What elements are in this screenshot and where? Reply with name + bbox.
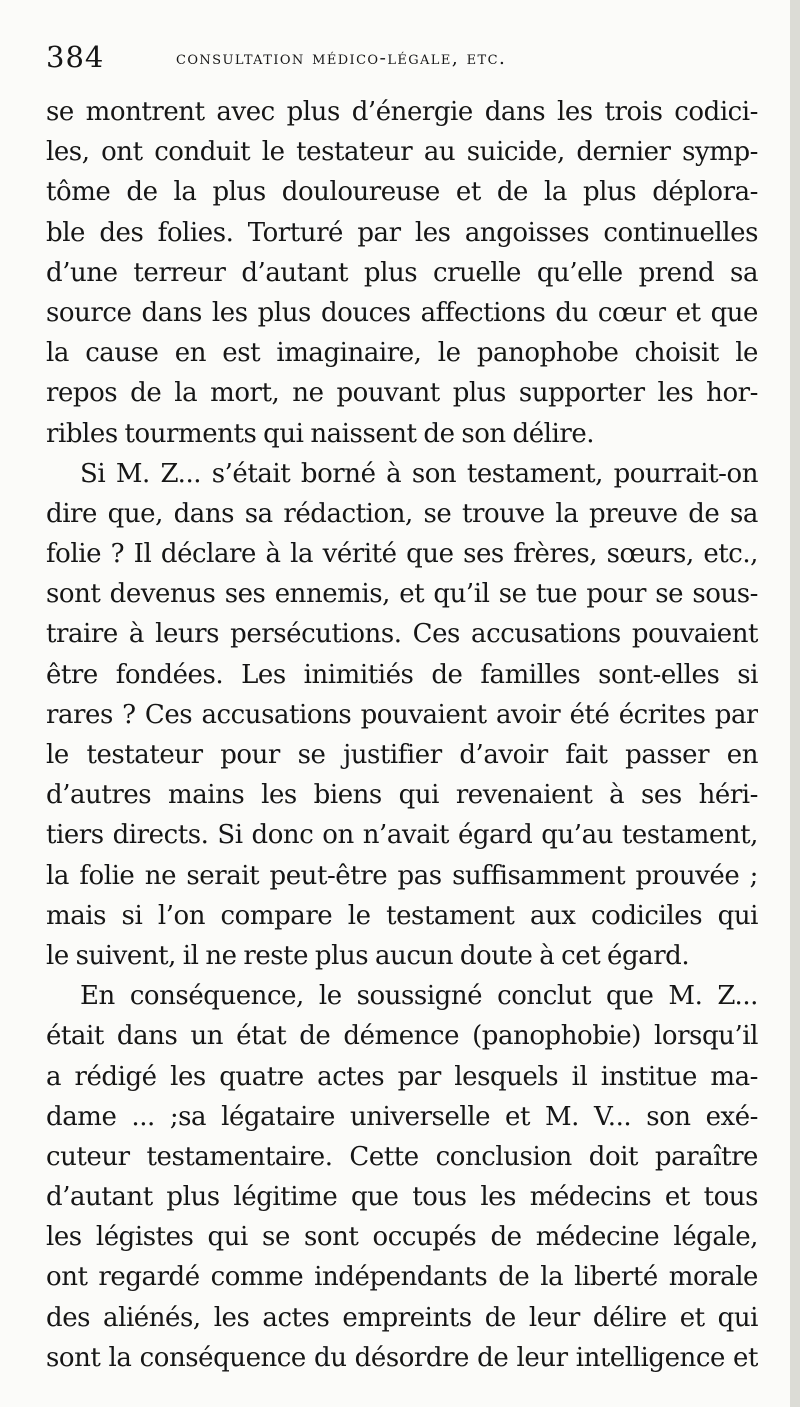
text-line: cuteur testamentaire. Cette conclusion doit paraître bbox=[46, 1141, 758, 1172]
text-line: la folie ne serait peut-être pas suffisamment prouvée ; bbox=[46, 860, 758, 891]
text-line: les légistes qui se sont occupés de médecine légale, bbox=[46, 1222, 758, 1253]
text-line: le testateur pour se justifier d’avoir fait passer en bbox=[46, 740, 758, 770]
text-line: d’autres mains les biens qui revenaient à ses héri- bbox=[46, 780, 758, 811]
text-line: d’autant plus légitime que tous les médecins et tous bbox=[46, 1182, 758, 1213]
text-line: sont la conséquence du désordre de leur intelligence et bbox=[46, 1342, 758, 1373]
text-line: mais si l’on compare le testament aux codiciles qui bbox=[46, 900, 758, 931]
text-line: ble des folies. Torturé par les angoisses continuelles bbox=[46, 217, 758, 248]
text-line: être fondées. Les inimitiés de familles sont-elles si bbox=[46, 659, 758, 690]
page-edge-shadow bbox=[790, 0, 800, 1407]
text-line: tôme de la plus douloureuse et de la plus déplora- bbox=[46, 177, 758, 208]
text-line: sont devenus ses ennemis, et qu’il se tue pour se sous- bbox=[46, 579, 758, 610]
text-line: ont regardé comme indépendants de la liberté morale bbox=[46, 1262, 758, 1293]
body-text bbox=[46, 92, 758, 1378]
text-line: dire que, dans sa rédaction, se trouve la preuve de sa bbox=[46, 498, 758, 529]
text-line: la cause en est imaginaire, le panophobe choisit le bbox=[46, 338, 758, 369]
text-line: se montrent avec plus d’énergie dans les trois codici- bbox=[46, 97, 758, 127]
text-line: traire à leurs persécutions. Ces accusations pouvaient bbox=[46, 619, 758, 650]
text-line: des aliénés, les actes empreints de leur délire et qui bbox=[46, 1302, 758, 1333]
paragraph-start-line: Si M. Z... s’était borné à son testament, pourrait-on bbox=[80, 458, 758, 489]
page-header bbox=[46, 40, 756, 80]
text-line: les, ont conduit le testateur au suicide, dernier symp- bbox=[46, 137, 758, 168]
text-line: repos de la mort, ne pouvant plus supporter les hor- bbox=[46, 378, 758, 409]
paragraph-start-line: En conséquence, le soussigné conclut que M. Z... bbox=[80, 981, 758, 1012]
text-line: était dans un état de démence (panophobie) lorsqu’il bbox=[46, 1021, 758, 1052]
text-line: folie ? Il déclare à la vérité que ses frères, sœurs, etc., bbox=[46, 539, 758, 570]
page-number: 384 bbox=[46, 40, 105, 74]
paragraph-end-line: le suivent, il ne reste plus aucun doute à cet égard. bbox=[46, 940, 690, 971]
text-line: a rédigé les quatre actes par lesquels il institue ma- bbox=[46, 1061, 758, 1092]
text-line: source dans les plus douces affections du cœur et que bbox=[46, 297, 758, 328]
text-line: tiers directs. Si donc on n’avait égard qu’au testament, bbox=[46, 820, 758, 851]
paragraph-end-line: ribles tourments qui naissent de son délire. bbox=[46, 418, 595, 449]
running-head: consultation médico-légale, etc. bbox=[176, 47, 507, 69]
text-line: d’une terreur d’autant plus cruelle qu’elle prend sa bbox=[46, 257, 758, 288]
text-line: dame ... ;sa légataire universelle et M. V... son exé- bbox=[46, 1101, 758, 1132]
text-line: rares ? Ces accusations pouvaient avoir été écrites par bbox=[46, 699, 758, 730]
